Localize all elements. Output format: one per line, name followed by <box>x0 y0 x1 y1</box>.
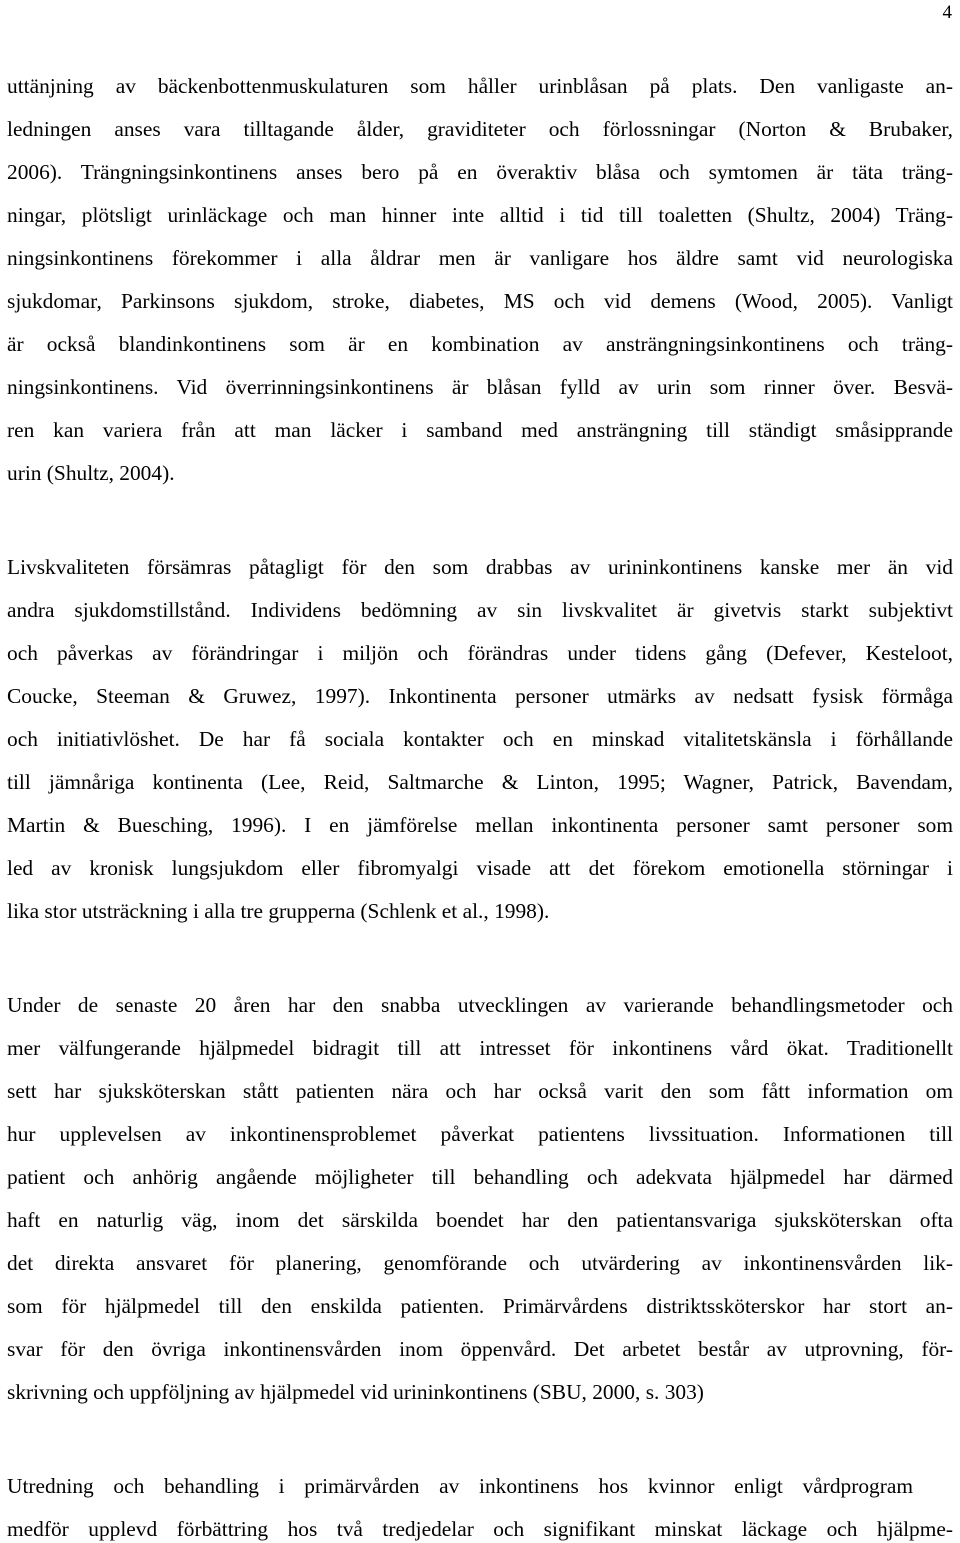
text-line: ningar, plötsligt urinläckage och man hinner inte alltid i tid till toaletten (Shultz, 2004) Träng- <box>7 203 953 227</box>
text-line: andra sjukdomstillstånd. Individens bedömning av sin livskvalitet är givetvis starkt subjektivt <box>7 598 953 622</box>
text-line: Utredning och behandling i primärvården av inkontinens hos kvinnor enligt vårdprogram <box>7 1474 913 1498</box>
page-number: 4 <box>942 2 952 23</box>
text-line: skrivning och uppföljning av hjälpmedel vid urininkontinens (SBU, 2000, s. 303) <box>7 1380 704 1404</box>
text-line: ledningen anses vara tilltagande ålder, graviditeter och förlossningar (Norton & Brubaker, <box>7 117 953 141</box>
text-line: som för hjälpmedel till den enskilda patienten. Primärvårdens distriktssköterskor har stort an- <box>7 1294 953 1318</box>
text-line: led av kronisk lungsjukdom eller fibromyalgi visade att det förekom emotionella störningar i <box>7 856 953 880</box>
text-line: mer välfungerande hjälpmedel bidragit till att intresset för inkontinens vård ökat. Traditionellt <box>7 1036 953 1060</box>
text-line: det direkta ansvaret för planering, genomförande och utvärdering av inkontinensvården lik- <box>7 1251 953 1275</box>
text-line: Under de senaste 20 åren har den snabba utvecklingen av varierande behandlingsmetoder och <box>7 993 953 1017</box>
text-line: sett har sjuksköterskan stått patienten nära och har också varit den som fått information om <box>7 1079 953 1103</box>
text-line: och initiativlöshet. De har få sociala kontakter och en minskad vitalitetskänsla i förhållande <box>7 727 953 751</box>
text-line: Martin & Buesching, 1996). I en jämförelse mellan inkontinenta personer samt personer som <box>7 813 953 837</box>
text-line: hur upplevelsen av inkontinensproblemet påverkat patientens livssituation. Informationen till <box>7 1122 953 1146</box>
text-line: svar för den övriga inkontinensvården inom öppenvård. Det arbetet består av utprovning, för- <box>7 1337 953 1361</box>
text-line: till jämnåriga kontinenta (Lee, Reid, Saltmarche & Linton, 1995; Wagner, Patrick, Bavendam, <box>7 770 953 794</box>
text-line: och påverkas av förändringar i miljön och förändras under tidens gång (Defever, Kesteloot, <box>7 641 953 665</box>
text-line: patient och anhörig angående möjligheter till behandling och adekvata hjälpmedel har därmed <box>7 1165 953 1189</box>
text-line: medför upplevd förbättring hos två tredjedelar och signifikant minskat läckage och hjälpme- <box>7 1517 953 1541</box>
text-line: lika stor utsträckning i alla tre grupperna (Schlenk et al., 1998). <box>7 899 550 923</box>
text-line: ningsinkontinens förekommer i alla åldrar men är vanligare hos äldre samt vid neurologiska <box>7 246 953 270</box>
text-line: ren kan variera från att man läcker i samband med ansträngning till ständigt småsipprande <box>7 418 953 442</box>
text-line: urin (Shultz, 2004). <box>7 461 175 485</box>
text-line: Coucke, Steeman & Gruwez, 1997). Inkontinenta personer utmärks av nedsatt fysisk förmåga <box>7 684 953 708</box>
text-line: haft en naturlig väg, inom det särskilda boendet har den patientansvariga sjuksköterskan ofta <box>7 1208 953 1232</box>
text-line: sjukdomar, Parkinsons sjukdom, stroke, diabetes, MS och vid demens (Wood, 2005). Vanligt <box>7 289 953 313</box>
text-line: uttänjning av bäckenbottenmuskulaturen som håller urinblåsan på plats. Den vanligaste an- <box>7 74 953 98</box>
text-line: är också blandinkontinens som är en kombination av ansträngningsinkontinens och träng- <box>7 332 953 356</box>
text-line: ningsinkontinens. Vid överrinningsinkontinens är blåsan fylld av urin som rinner över. Besvä- <box>7 375 953 399</box>
text-line: Livskvaliteten försämras påtagligt för den som drabbas av urininkontinens kanske mer än vid <box>7 555 953 579</box>
text-line: 2006). Trängningsinkontinens anses bero på en överaktiv blåsa och symtomen är täta träng- <box>7 160 953 184</box>
